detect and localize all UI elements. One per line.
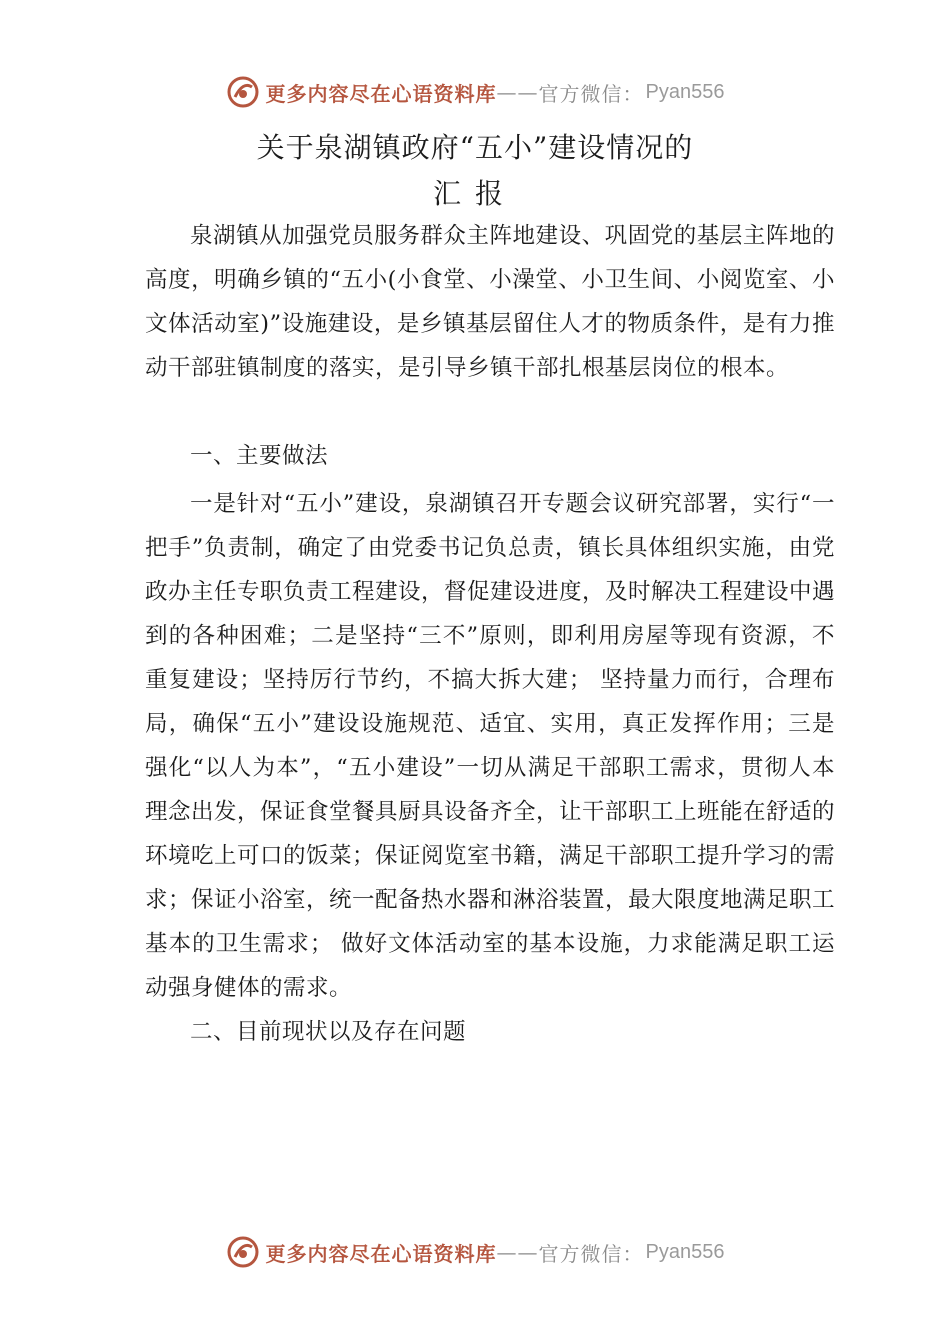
- watermark-wechat-label: 官方微信：: [538, 81, 644, 106]
- document-title-line1: 关于泉湖镇政府“五小”建设情况的: [256, 131, 694, 164]
- section2-heading: 二、目前现状以及存在问题: [190, 1019, 467, 1045]
- logo-icon: [226, 75, 260, 109]
- intro-paragraph: 泉湖镇从加强党员服务群众主阵地建设、巩固党的基层主阵地的高度，明确乡镇的“五小(小食堂、小澡堂、小卫生间、小阅览室、小文体活动室)”设施建设，是乡镇基层留住人才的物质条件，是有力推动干部驻镇制度的落实，是引导乡镇干部扎根基层岗位的根本。: [145, 223, 835, 381]
- watermark-wechat-id: Pyan556: [645, 1240, 725, 1263]
- watermark-dash: ——: [496, 1240, 539, 1264]
- watermark-wechat-label: 官方微信：: [538, 1241, 644, 1266]
- section1-heading: 一、主要做法: [190, 443, 329, 469]
- watermark-site-text: 更多内容尽在心语资料库: [265, 81, 497, 106]
- watermark-footer: [0, 1232, 950, 1272]
- logo-icon: [226, 1235, 260, 1269]
- watermark-dash: ——: [496, 80, 539, 104]
- section1-paragraph: 一是针对“五小”建设，泉湖镇召开专题会议研究部署，实行“一把手”负责制，确定了由党委书记负总责，镇长具体组织实施，由党政办主任专职负责工程建设，督促建设进度，及时解决工程建设中遇到的各种困难；二是坚持“三不”原则，即利用房屋等现有资源，不重复建设；坚持厉行节约，不搞大拆大建； 坚持量力而行，合理布局，确保“五小”建设设施规范、适宜、实用，真正发挥作用；三是强化“以人为本”，“五小建设”一切从满足干部职工需求，贯彻人本理念出发，保证食堂餐具厨具设备齐全，让干部职工上班能在舒适的环境吃上可口的饭菜；保证阅览室书籍，满足干部职工提升学习的需求；保证小浴室，统一配备热水器和淋浴装置，最大限度地满足职工基本的卫生需求； 做好文体活动室的基本设施，力求能满足职工运动强身健体的需求。: [145, 491, 836, 1001]
- document-title-line2: 汇报: [432, 177, 517, 210]
- document-body: [145, 214, 835, 1054]
- watermark-wechat-id: Pyan556: [645, 80, 725, 103]
- watermark-site-text: 更多内容尽在心语资料库: [265, 1241, 497, 1266]
- watermark-header: [0, 72, 950, 112]
